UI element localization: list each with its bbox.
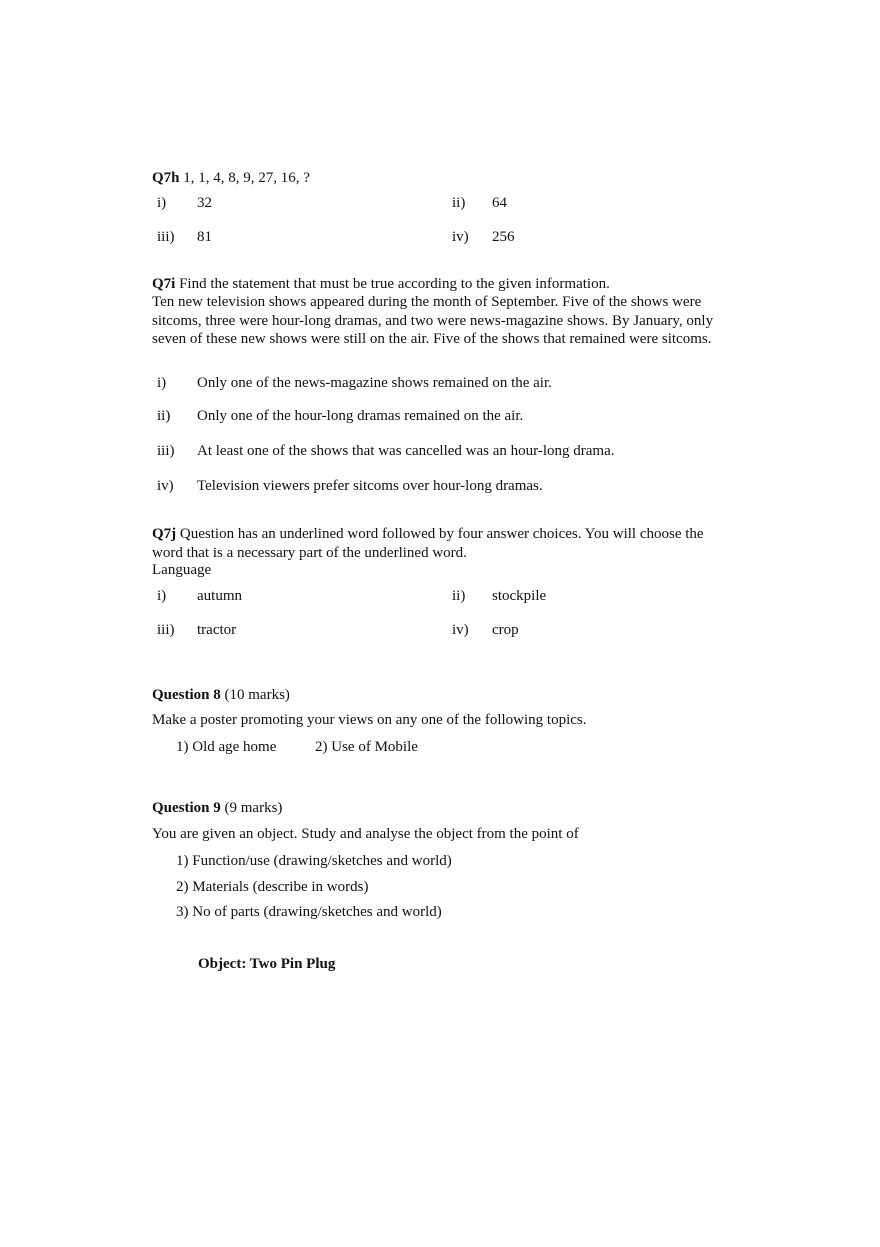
q7h-option-3-num: iii) — [157, 229, 175, 245]
q7i-label: Q7i — [152, 276, 176, 292]
q7j-option-1-text: autumn — [197, 588, 242, 604]
q7j-question — [152, 525, 732, 562]
q8-marks: (10 marks) — [220, 687, 290, 703]
q7i-option-3-num: iii) — [157, 443, 175, 459]
q7j-underlined-word: Language — [152, 562, 212, 578]
q7h-option-4-text: 256 — [492, 229, 515, 245]
q7h-text: 1, 1, 4, 8, 9, 27, 16, ? — [179, 170, 310, 186]
q9-point-2: 2) Materials (describe in words) — [176, 879, 369, 895]
q7j-option-2-num: ii) — [452, 588, 466, 604]
q7h-option-1-num: i) — [157, 195, 167, 211]
q7i-option-2-num: ii) — [157, 408, 171, 424]
q8-text: Make a poster promoting your views on any one of the following topics. — [152, 712, 587, 728]
q8-topic-2: 2) Use of Mobile — [315, 739, 418, 755]
q7j-option-3-num: iii) — [157, 622, 175, 638]
q7j-option-1-num: i) — [157, 588, 167, 604]
q7i-option-1-num: i) — [157, 375, 167, 391]
q7i-passage: Ten new television shows appeared during the month of September. Five of the shows were sitcoms, three were hour-long dramas, and two were news-magazine shows. By January, only seven of these new shows were still on the air. Five of the shows that remained were sitcoms. — [152, 294, 714, 347]
q7h-option-2-text: 64 — [492, 195, 507, 211]
q8-heading — [152, 686, 290, 704]
q7j-label: Q7j — [152, 526, 177, 542]
q7i-option-4-text: Television viewers prefer sitcoms over hour-long dramas. — [197, 478, 543, 494]
q7i-option-4-num: iv) — [157, 478, 174, 494]
q9-marks: (9 marks) — [220, 800, 283, 816]
q7i-question — [152, 275, 610, 293]
q9-point-3: 3) No of parts (drawing/sketches and world) — [176, 904, 442, 920]
q7j-option-2-text: stockpile — [492, 588, 547, 604]
q7h-option-1-text: 32 — [197, 195, 212, 211]
q8-topic-1: 1) Old age home — [176, 739, 277, 755]
q7h-option-4-num: iv) — [452, 229, 469, 245]
q7i-option-3-text: At least one of the shows that was cancelled was an hour-long drama. — [197, 443, 615, 459]
q9-heading — [152, 799, 282, 817]
q9-object: Object: Two Pin Plug — [198, 956, 336, 972]
q7j-option-4-text: crop — [492, 622, 519, 638]
q7h-label: Q7h — [152, 170, 180, 186]
q7i-option-2-text: Only one of the hour-long dramas remained on the air. — [197, 408, 524, 424]
q7j-option-3-text: tractor — [197, 622, 237, 638]
q7j-text: Question has an underlined word followed by four answer choices. You will choose the word that is a necessary part of the underlined word. — [152, 526, 704, 561]
q7j-option-4-num: iv) — [452, 622, 469, 638]
q7i-text: Find the statement that must be true according to the given information. — [175, 276, 610, 292]
q9-point-1: 1) Function/use (drawing/sketches and world) — [176, 853, 452, 869]
q7h-option-3-text: 81 — [197, 229, 212, 245]
q8-label: Question 8 — [152, 687, 221, 703]
q7h-option-2-num: ii) — [452, 195, 466, 211]
q7h-question — [152, 169, 310, 187]
q7i-option-1-text: Only one of the news-magazine shows remained on the air. — [197, 375, 552, 391]
q9-label: Question 9 — [152, 800, 221, 816]
q9-text: You are given an object. Study and analyse the object from the point of — [152, 826, 579, 842]
